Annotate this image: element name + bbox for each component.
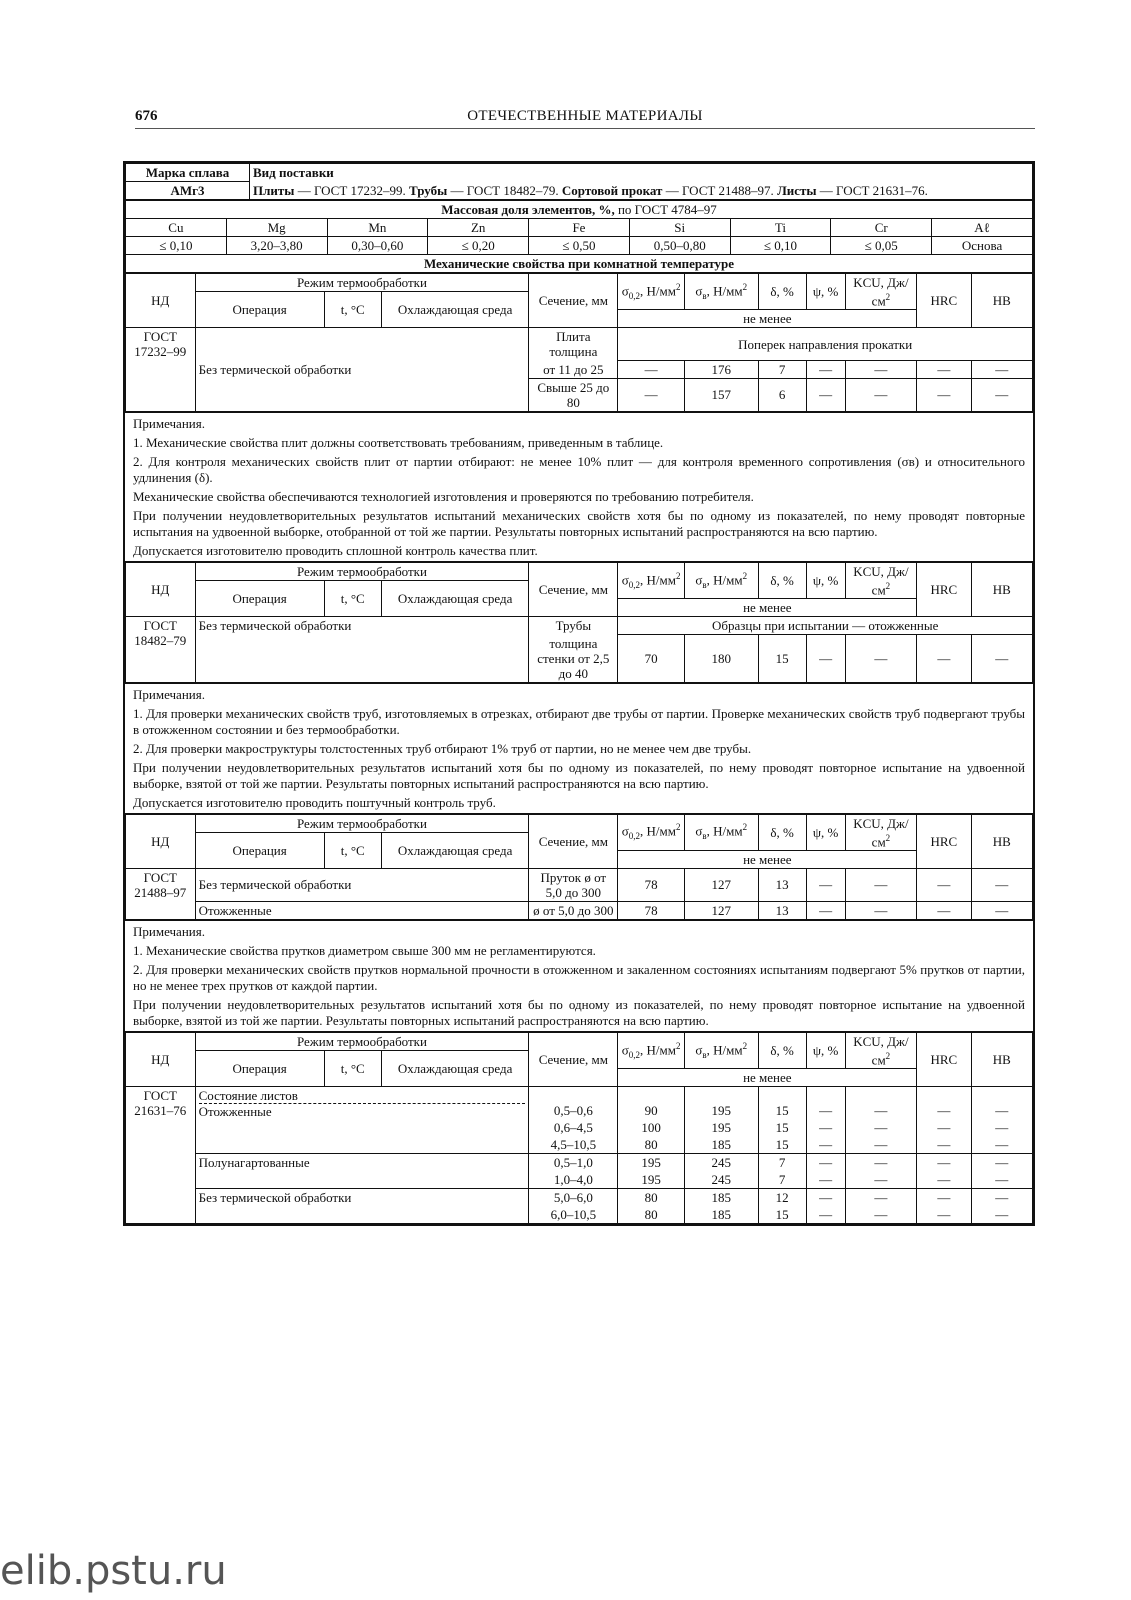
value-hrc: — [917,1206,971,1224]
value-hrc: — [917,1171,971,1189]
value-d: 15 [758,1119,806,1136]
element-name: Fe [529,219,630,237]
composition-values-row [126,237,1033,255]
operation-value [195,1189,529,1224]
sigma-symbol: σ [621,571,629,587]
psi-header: ψ, % [806,814,845,850]
operation-value: Без термической обработки [195,617,529,683]
operation-name: Отожженные [198,1104,272,1120]
direction-note: Образцы при испытании — отожженные [618,617,1033,635]
mech-header-row [126,562,1033,580]
value-sb: 176 [684,360,758,378]
element-name: Aℓ [932,219,1033,237]
element-name: Si [629,219,730,237]
value-psi: — [806,378,845,411]
value-s02: 80 [618,1206,685,1224]
kcu-label: KCU, Дж/см [853,563,909,598]
element-value: ≤ 0,05 [831,237,932,255]
value-kcu: — [845,1189,917,1207]
value-psi: — [806,901,845,919]
mech-table-1 [125,273,1033,412]
cooling-header: Охлаждающая среда [381,1050,528,1086]
value-hrc: — [917,1087,971,1120]
data-row [126,1189,1033,1207]
delta-header: δ, % [758,814,806,850]
kcu-label: KCU, Дж/см [853,1033,909,1068]
hrc-header: HRC [917,814,971,868]
sigma02-header [618,814,685,850]
value-hb: — [971,1136,1033,1154]
sigma02-header [618,1032,685,1068]
value-kcu: — [845,1087,917,1120]
composition-title-bold: Массовая доля элементов, %, [441,202,615,217]
value-s02: 78 [618,868,685,901]
section-head: Трубы [529,617,618,635]
sigma02-header [618,274,685,310]
value-s02: — [618,378,685,411]
value-hrc: — [917,1136,971,1154]
value-hrc: — [917,635,971,683]
sigma-symbol: σ [621,1042,629,1058]
value-kcu: — [845,1171,917,1189]
sigma02-subscript: 0,2 [628,290,641,301]
value-kcu: — [845,1206,917,1224]
data-row [126,901,1033,919]
value-psi: — [806,1154,845,1172]
composition-table [125,200,1033,273]
element-name: Ti [730,219,831,237]
section-header: Сечение, мм [529,274,618,328]
mech-blocks [125,273,1033,1224]
value-hb: — [971,1154,1033,1172]
min-values-header: не менее [618,599,917,617]
section-head: Плита толщина [529,328,618,361]
nd-value: ГОСТ 21488–97 [126,868,196,919]
hb-header: HB [971,814,1033,868]
sheet-state-label: Состояние листов [199,1088,526,1104]
notes-block [125,920,1033,1032]
grade-label: Марка сплава [126,164,250,182]
note-line: При получении неудовлетворительных результатов испытаний хотя бы по одному из показателей, по нему проводят повторное испытание на удвоенной выборке, взятой из той же партии. Результаты повторных испытаний распространяются на всю партию. [133,996,1025,1028]
supply-standard: — ГОСТ 21488–97. [662,182,778,198]
notes-block [125,683,1033,814]
nd-value: ГОСТ 21631–76 [126,1087,196,1224]
alloy-datasheet [123,161,1035,1226]
sigma02-subscript: 0,2 [628,1049,641,1060]
value-psi: — [806,1171,845,1189]
element-name: Mn [327,219,428,237]
sigmab-header [684,562,758,598]
operation-header: Операция [195,580,324,616]
value-s02: 78 [618,901,685,919]
composition-title-rest: по ГОСТ 4784–97 [614,202,717,217]
sigma02-subscript: 0,2 [628,579,641,590]
value-d: 15 [758,1136,806,1154]
temperature-header: t, °С [324,1050,381,1086]
kcu-header [845,814,917,850]
value-hb: — [971,360,1033,378]
kcu-header [845,562,917,598]
section-value: ø от 5,0 до 300 [529,901,618,919]
value-psi: — [806,1189,845,1207]
note-line: Механические свойства обеспечиваются технологией изготовления и проверяются по требованию потребителя. [133,488,754,504]
value-hb: — [971,1206,1033,1224]
operation-header: Операция [195,1050,324,1086]
value-sb: 245 [684,1154,758,1172]
value-psi: — [806,1206,845,1224]
value-d: 6 [758,378,806,411]
supply-standard: — ГОСТ 21631–76. [816,182,928,198]
psi-header: ψ, % [806,1032,845,1068]
operation-header: Операция [195,292,324,328]
sigma-symbol: σ [621,283,629,299]
mech-table-4 [125,1032,1033,1224]
operation-value [195,1154,529,1189]
temperature-header: t, °С [324,292,381,328]
sigma-symbol: σ [695,571,703,587]
sigma-unit: , Н/мм [640,571,676,587]
value-kcu: — [845,635,917,683]
value-sb: 245 [684,1171,758,1189]
value-kcu: — [845,868,917,901]
sigma-unit: , Н/мм [706,283,743,299]
mech-table-2 [125,562,1033,683]
sigma-unit: , Н/мм [706,1042,743,1058]
element-name: Cr [831,219,932,237]
heat-mode-header: Режим термообработки [195,274,529,292]
unit-sup: 2 [742,570,748,581]
value-hrc: — [917,1154,971,1172]
psi-header: ψ, % [806,562,845,598]
supply-standard: — ГОСТ 18482–79. [447,182,562,198]
section-value: 4,5–10,5 [529,1136,618,1154]
unit-sup: 2 [742,822,748,833]
value-psi: — [806,360,845,378]
sigmab-subscript: в [702,579,707,590]
min-values-header: не менее [618,1069,917,1087]
operation-name: Полунагартованные [198,1155,310,1171]
nd-header: НД [126,562,196,616]
sigma02-header [618,562,685,598]
delta-header: δ, % [758,274,806,310]
sigma-symbol: σ [695,1042,703,1058]
mech-header-row [126,274,1033,292]
operation-value: Без термической обработки [195,868,529,901]
note-line: Примечания. [133,415,205,431]
value-s02: — [618,360,685,378]
notes-block [125,412,1033,562]
sigma-symbol: σ [695,283,703,299]
sigma-unit: , Н/мм [706,823,743,839]
value-d: 7 [758,1171,806,1189]
mech-header-row [126,1032,1033,1050]
hb-header: HB [971,1032,1033,1086]
unit-sup: 2 [675,822,681,833]
value-d: 7 [758,1154,806,1172]
section-header: Сечение, мм [529,562,618,616]
psi-header: ψ, % [806,274,845,310]
unit-sup: 2 [675,570,681,581]
value-s02: 100 [618,1119,685,1136]
cooling-header: Охлаждающая среда [381,580,528,616]
value-sb: 195 [684,1087,758,1120]
note-line: 1. Для проверки механических свойств труб, изготовляемых в отрезках, отбирают две трубы от партии. Проверке механических свойств труб подвергают трубы в отожженном состоянии и без термообработки. [133,705,1025,737]
mech-table-3 [125,814,1033,920]
element-value: ≤ 0,10 [730,237,831,255]
value-hrc: — [917,868,971,901]
sigma-unit: , Н/мм [640,1042,676,1058]
value-hb: — [971,1189,1033,1207]
note-line: Примечания. [133,686,205,702]
value-sb: 127 [684,868,758,901]
sigmab-header [684,274,758,310]
value-d: 7 [758,360,806,378]
nd-value: ГОСТ 18482–79 [126,617,196,683]
operation-value: Без термической обработки [195,328,529,412]
supply-product: Трубы [409,182,448,198]
sigmab-subscript: в [702,831,707,842]
sigma-symbol: σ [695,823,703,839]
nd-header: НД [126,1032,196,1086]
section-value: 0,6–4,5 [529,1119,618,1136]
element-value: Основа [932,237,1033,255]
value-s02: 195 [618,1171,685,1189]
value-hb: — [971,1171,1033,1189]
value-sb: 180 [684,635,758,683]
sigmab-subscript: в [702,290,707,301]
value-psi: — [806,868,845,901]
value-hrc: — [917,1119,971,1136]
value-psi: — [806,1087,845,1120]
note-line: 2. Для контроля механических свойств плит от партии отбирают: не менее 10% плит — для контроля временного сопротивления (σв) и относительного удлинения (δ). [133,453,1025,485]
temperature-header: t, °С [324,580,381,616]
grade-value: АМг3 [126,182,250,200]
data-row [126,868,1033,901]
value-d: 15 [758,635,806,683]
section-value: 6,0–10,5 [529,1206,618,1224]
note-line: При получении неудовлетворительных результатов испытаний механических свойств хотя бы по одному из показателей, по нему проводят повторные испытания на удвоенной выборке, отобранной от той же партии. Результаты повторных испытаний распространяются на всю партию. [133,507,1025,539]
composition-elements-row [126,219,1033,237]
section-value: 0,5–0,6 [529,1087,618,1120]
value-kcu: — [845,1119,917,1136]
value-s02: 80 [618,1136,685,1154]
value-hrc: — [917,378,971,411]
section-value: от 11 до 25 [529,360,618,378]
value-kcu: — [845,360,917,378]
value-sb: 185 [684,1189,758,1207]
value-s02: 195 [618,1154,685,1172]
heat-mode-header: Режим термообработки [195,814,529,832]
value-hb: — [971,868,1033,901]
running-title: ОТЕЧЕСТВЕННЫЕ МАТЕРИАЛЫ [467,108,703,124]
temperature-header: t, °С [324,832,381,868]
sigmab-header [684,814,758,850]
kcu-label: KCU, Дж/см [853,815,909,849]
note-line: Примечания. [133,923,205,939]
data-row [126,617,1033,635]
page-number: 676 [135,108,158,124]
value-d: 13 [758,901,806,919]
hrc-header: HRC [917,274,971,328]
nd-header: НД [126,274,196,328]
unit-sup: 2 [885,1050,891,1061]
data-row [126,1087,1033,1120]
value-d: 13 [758,868,806,901]
cooling-header: Охлаждающая среда [381,292,528,328]
note-line: Допускается изготовителю проводить поштучный контроль труб. [133,794,496,810]
supply-product: Плиты [253,182,295,198]
sigma-unit: , Н/мм [640,283,676,299]
value-d: 15 [758,1206,806,1224]
value-kcu: — [845,378,917,411]
unit-sup: 2 [885,580,891,591]
nd-value: ГОСТ 17232–99 [126,328,196,412]
value-d: 15 [758,1087,806,1120]
hrc-header: HRC [917,562,971,616]
value-sb: 195 [684,1119,758,1136]
composition-title [126,201,1033,219]
note-line: 2. Для проверки макроструктуры толстостенных труб отбирают 1% труб от партии, но не менее чем две трубы. [133,740,752,756]
sigma02-subscript: 0,2 [628,831,641,842]
hb-header: HB [971,562,1033,616]
supply-text [253,183,928,198]
grade-table [125,163,1033,200]
unit-sup: 2 [742,281,748,292]
section-value: 5,0–6,0 [529,1189,618,1207]
running-header [135,106,1035,129]
kcu-header [845,1032,917,1068]
heat-mode-header: Режим термообработки [195,1032,529,1050]
kcu-label: KCU, Дж/см [853,275,909,309]
unit-sup: 2 [742,1040,748,1051]
note-line: 1. Механические свойства плит должны соответствовать требованиям, приведенным в таблице. [133,434,664,450]
value-s02: 80 [618,1189,685,1207]
element-value: 0,30–0,60 [327,237,428,255]
element-name: Cu [126,219,227,237]
nd-header: НД [126,814,196,868]
value-hb: — [971,635,1033,683]
section-value: Пруток ø от 5,0 до 300 [529,868,618,901]
unit-sup: 2 [675,1040,681,1051]
data-row [126,328,1033,361]
element-value: ≤ 0,20 [428,237,529,255]
value-sb: 185 [684,1206,758,1224]
value-hrc: — [917,360,971,378]
sigmab-subscript: в [702,1049,707,1060]
operation-header: Операция [195,832,324,868]
sigma-unit: , Н/мм [640,823,676,839]
element-value: ≤ 0,10 [126,237,227,255]
value-kcu: — [845,901,917,919]
element-value: 0,50–0,80 [629,237,730,255]
value-d: 12 [758,1189,806,1207]
note-line: 2. Для проверки механических свойств прутков нормальной прочности в отожженном и закаленном состояниях испытаниям подвергают 5% прутков от партии, но не менее трех прутков от каждой партии. [133,961,1025,993]
sigma-symbol: σ [621,823,629,839]
value-kcu: — [845,1136,917,1154]
supply-standard: — ГОСТ 17232–99. [294,182,410,198]
sigma-unit: , Н/мм [706,571,743,587]
value-hb: — [971,1087,1033,1120]
delta-header: δ, % [758,562,806,598]
cooling-header: Охлаждающая среда [381,832,528,868]
unit-sup: 2 [675,281,681,292]
supply-product: Листы [777,182,817,198]
operation-value [195,1087,529,1154]
element-name: Mg [226,219,327,237]
operation-value: Отожженные [195,901,529,919]
mech-header-row [126,814,1033,832]
value-psi: — [806,1136,845,1154]
section-value: 1,0–4,0 [529,1171,618,1189]
element-value: ≤ 0,50 [529,237,630,255]
delta-header: δ, % [758,1032,806,1068]
note-line: 1. Механические свойства прутков диаметром свыше 300 мм не регламентируются. [133,942,596,958]
heat-mode-header: Режим термообработки [195,562,529,580]
value-sb: 157 [684,378,758,411]
unit-sup: 2 [885,832,891,843]
value-hb: — [971,1119,1033,1136]
value-s02: 70 [618,635,685,683]
section-value: 0,5–1,0 [529,1154,618,1172]
supply-value [250,182,1033,200]
note-line: Допускается изготовителю проводить сплошной контроль качества плит. [133,542,538,558]
value-psi: — [806,635,845,683]
operation-name: Без термической обработки [198,1190,352,1206]
value-sb: 185 [684,1136,758,1154]
value-hb: — [971,378,1033,411]
unit-sup: 2 [885,292,891,302]
value-hrc: — [917,1189,971,1207]
hrc-header: HRC [917,1032,971,1086]
section-header: Сечение, мм [529,1032,618,1086]
watermark: elib.pstu.ru [0,1548,227,1594]
value-hb: — [971,901,1033,919]
supply-product: Сортовой прокат [561,182,663,198]
element-name: Zn [428,219,529,237]
section-value: толщина стенки от 2,5 до 40 [529,635,618,683]
sigmab-header [684,1032,758,1068]
value-hrc: — [917,901,971,919]
element-value: 3,20–3,80 [226,237,327,255]
value-kcu: — [845,1154,917,1172]
hb-header: HB [971,274,1033,328]
direction-note: Поперек направления прокатки [618,328,1033,361]
min-values-header: не менее [618,850,917,868]
value-sb: 127 [684,901,758,919]
mech-title: Механические свойства при комнатной температуре [126,255,1033,273]
value-s02: 90 [618,1087,685,1120]
data-row [126,1154,1033,1172]
section-value: Свыше 25 до 80 [529,378,618,411]
min-values-header: не менее [618,310,917,328]
value-psi: — [806,1119,845,1136]
note-line: При получении неудовлетворительных результатов испытаний хотя бы по одному из показателей, по нему проводят повторное испытание на удвоенной выборке, взятой от той же партии. Результаты повторных испытаний распространяются на всю партию. [133,759,1025,791]
section-header: Сечение, мм [529,814,618,868]
supply-label: Вид поставки [250,164,1033,182]
kcu-header [845,274,917,310]
